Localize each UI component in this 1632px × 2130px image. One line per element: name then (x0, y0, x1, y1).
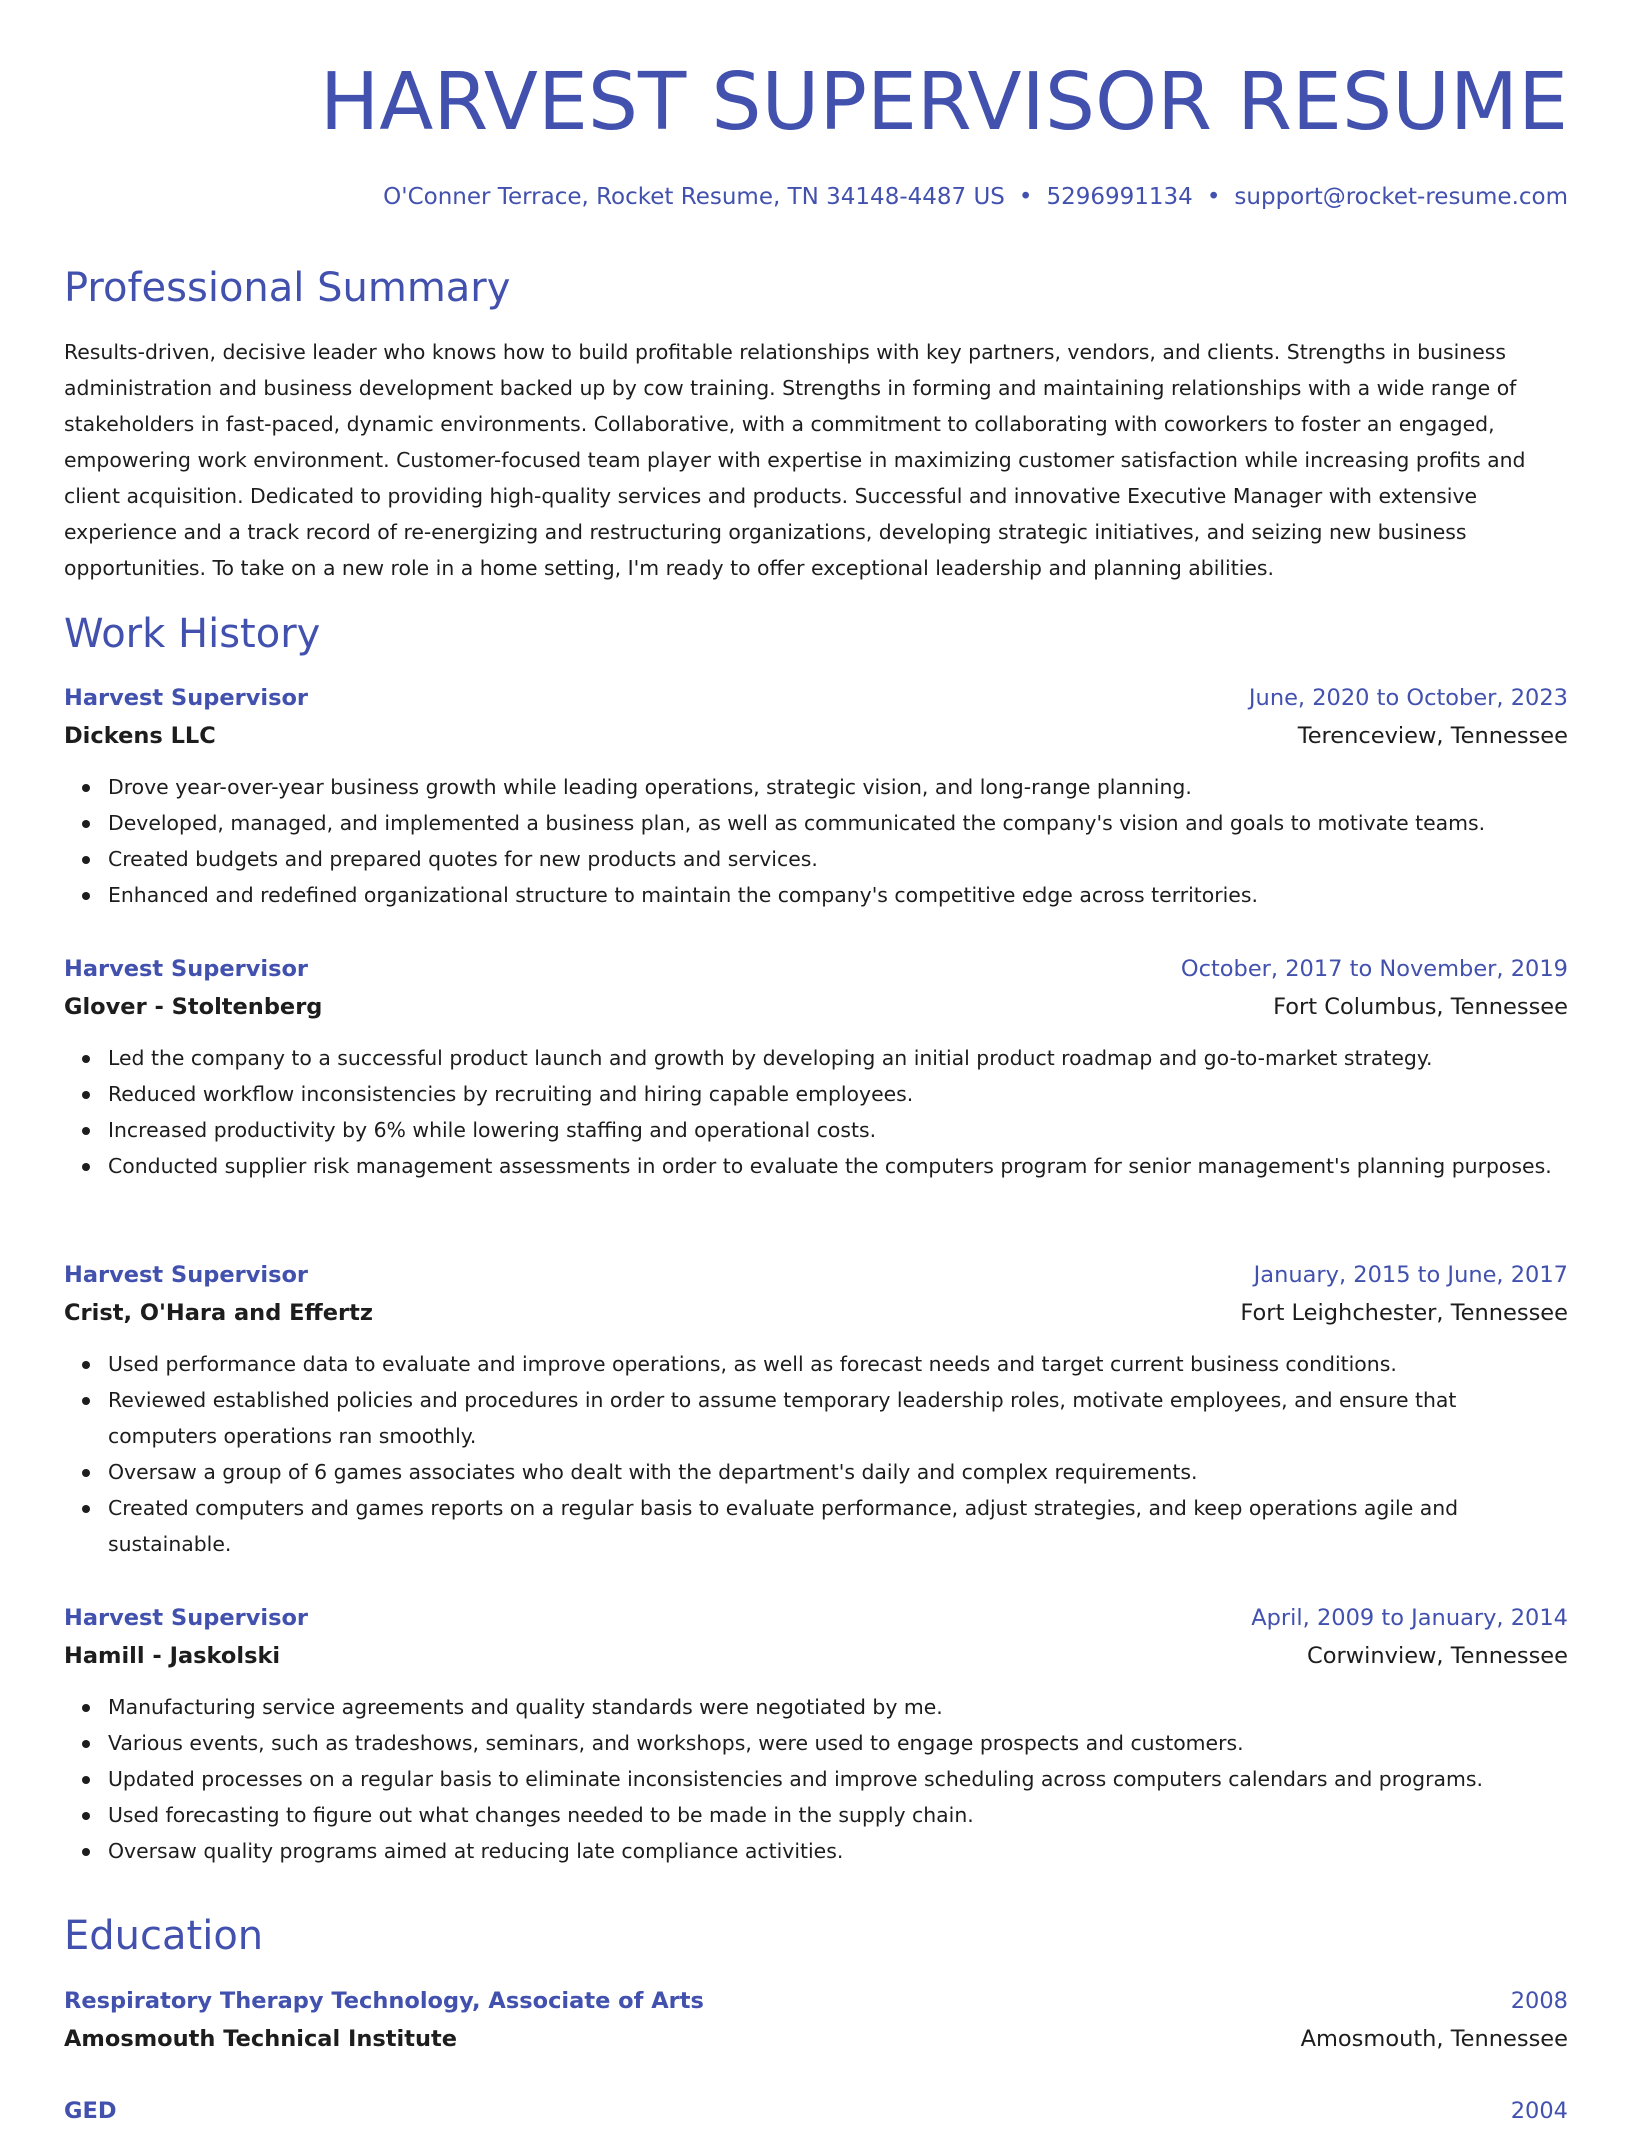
job-entry (64, 1256, 1568, 1562)
job-bullet: Reviewed established policies and procedures in order to assume temporary leadership roles, motivate employees, and ensure that computers operations ran smoothly. (108, 1382, 1568, 1454)
summary-text: Results-driven, decisive leader who knows how to build profitable relationships with key partners, vendors, and clients. Strengths in business administration and business development backed up by cow training. Strengths in forming and maintaining relationships with a wide range of stakeholders in fast-paced, dynamic environments. Collaborative, with a commitment to collaborating with coworkers to foster an engaged, empowering work environment. Customer-focused team player with expertise in maximizing customer satisfaction while increasing profits and client acquisition. Dedicated to providing high-quality services and products. Successful and innovative Executive Manager with extensive experience and a track record of re-energizing and restructuring organizations, developing strategic initiatives, and seizing new business opportunities. To take on a new role in a home setting, I'm ready to offer exceptional leadership and planning abilities. (64, 340, 1526, 580)
job-bullet: Reduced workflow inconsistencies by recruiting and hiring capable employees. (108, 1076, 1568, 1112)
job-location: Corwinview, Tennessee (1306, 1643, 1568, 1669)
job-bullet: Increased productivity by 6% while lowering staffing and operational costs. (108, 1112, 1568, 1148)
contact-phone: 5296991134 (1046, 184, 1193, 210)
job-entry (64, 1599, 1568, 1869)
resume-title: HARVEST SUPERVISOR RESUME (319, 56, 1568, 148)
section-heading-summary: Professional Summary (64, 265, 511, 311)
job-title: Harvest Supervisor (64, 1605, 309, 1631)
job-company: Dickens LLC (64, 723, 216, 749)
education-degree: GED (64, 2098, 117, 2124)
job-bullet: Conducted supplier risk management assessments in order to evaluate the computers program for senior management's planning purposes. (108, 1148, 1568, 1184)
contact-email: support@rocket-resume.com (1234, 184, 1568, 210)
job-entry (64, 950, 1568, 1184)
education-year: 2008 (1510, 1988, 1568, 2014)
job-dates: October, 2017 to November, 2019 (1180, 956, 1568, 982)
job-title: Harvest Supervisor (64, 1262, 309, 1288)
education-entry (64, 2092, 1568, 2130)
job-bullet: Oversaw a group of 6 games associates who dealt with the department's daily and complex requirements. (108, 1454, 1568, 1490)
job-dates: April, 2009 to January, 2014 (1251, 1605, 1568, 1631)
contact-separator: • (1018, 184, 1033, 210)
education-degree: Respiratory Therapy Technology, Associate of Arts (64, 1988, 704, 2014)
education-location: Amosmouth, Tennessee (1300, 2026, 1568, 2052)
job-company: Glover - Stoltenberg (64, 994, 323, 1020)
job-company: Crist, O'Hara and Effertz (64, 1300, 373, 1326)
job-bullet: Drove year-over-year business growth while leading operations, strategic vision, and long-range planning. (108, 769, 1568, 805)
job-location: Fort Columbus, Tennessee (1273, 994, 1568, 1020)
job-bullet: Enhanced and redefined organizational structure to maintain the company's competitive edge across territories. (108, 877, 1568, 913)
job-bullet: Developed, managed, and implemented a business plan, as well as communicated the company's vision and goals to motivate teams. (108, 805, 1568, 841)
job-bullet: Led the company to a successful product launch and growth by developing an initial product roadmap and go-to-market strategy. (108, 1040, 1568, 1076)
section-heading-work-history: Work History (64, 611, 321, 657)
job-bullet: Created budgets and prepared quotes for new products and services. (108, 841, 1568, 877)
job-bullet: Various events, such as tradeshows, seminars, and workshops, were used to engage prospects and customers. (108, 1725, 1568, 1761)
contact-separator: • (1206, 184, 1221, 210)
education-entry (64, 1982, 1568, 2058)
job-bullet: Created computers and games reports on a regular basis to evaluate performance, adjust strategies, and keep operations agile and sustainable. (108, 1490, 1568, 1562)
job-title: Harvest Supervisor (64, 685, 309, 711)
job-bullet-list (64, 1346, 1568, 1562)
job-bullet: Updated processes on a regular basis to eliminate inconsistencies and improve scheduling across computers calendars and programs. (108, 1761, 1568, 1797)
education-school: Amosmouth Technical Institute (64, 2026, 458, 2052)
education-year: 2004 (1510, 2098, 1568, 2124)
job-company: Hamill - Jaskolski (64, 1643, 281, 1669)
job-dates: June, 2020 to October, 2023 (1248, 685, 1568, 711)
job-dates: January, 2015 to June, 2017 (1253, 1262, 1568, 1288)
job-bullet: Oversaw quality programs aimed at reducing late compliance activities. (108, 1833, 1568, 1869)
job-bullet-list (64, 1689, 1568, 1869)
job-location: Terenceview, Tennessee (1297, 723, 1568, 749)
contact-address: O'Conner Terrace, Rocket Resume, TN 34148-4487 US (383, 184, 1005, 210)
job-bullet: Manufacturing service agreements and quality standards were negotiated by me. (108, 1689, 1568, 1725)
job-bullet-list (64, 769, 1568, 913)
job-entry (64, 679, 1568, 913)
job-location: Fort Leighchester, Tennessee (1240, 1300, 1568, 1326)
job-title: Harvest Supervisor (64, 956, 309, 982)
job-bullet: Used performance data to evaluate and improve operations, as well as forecast needs and target current business conditions. (108, 1346, 1568, 1382)
job-bullet: Used forecasting to figure out what changes needed to be made in the supply chain. (108, 1797, 1568, 1833)
section-heading-education: Education (64, 1913, 264, 1959)
contact-line (383, 180, 1568, 214)
job-bullet-list (64, 1040, 1568, 1184)
